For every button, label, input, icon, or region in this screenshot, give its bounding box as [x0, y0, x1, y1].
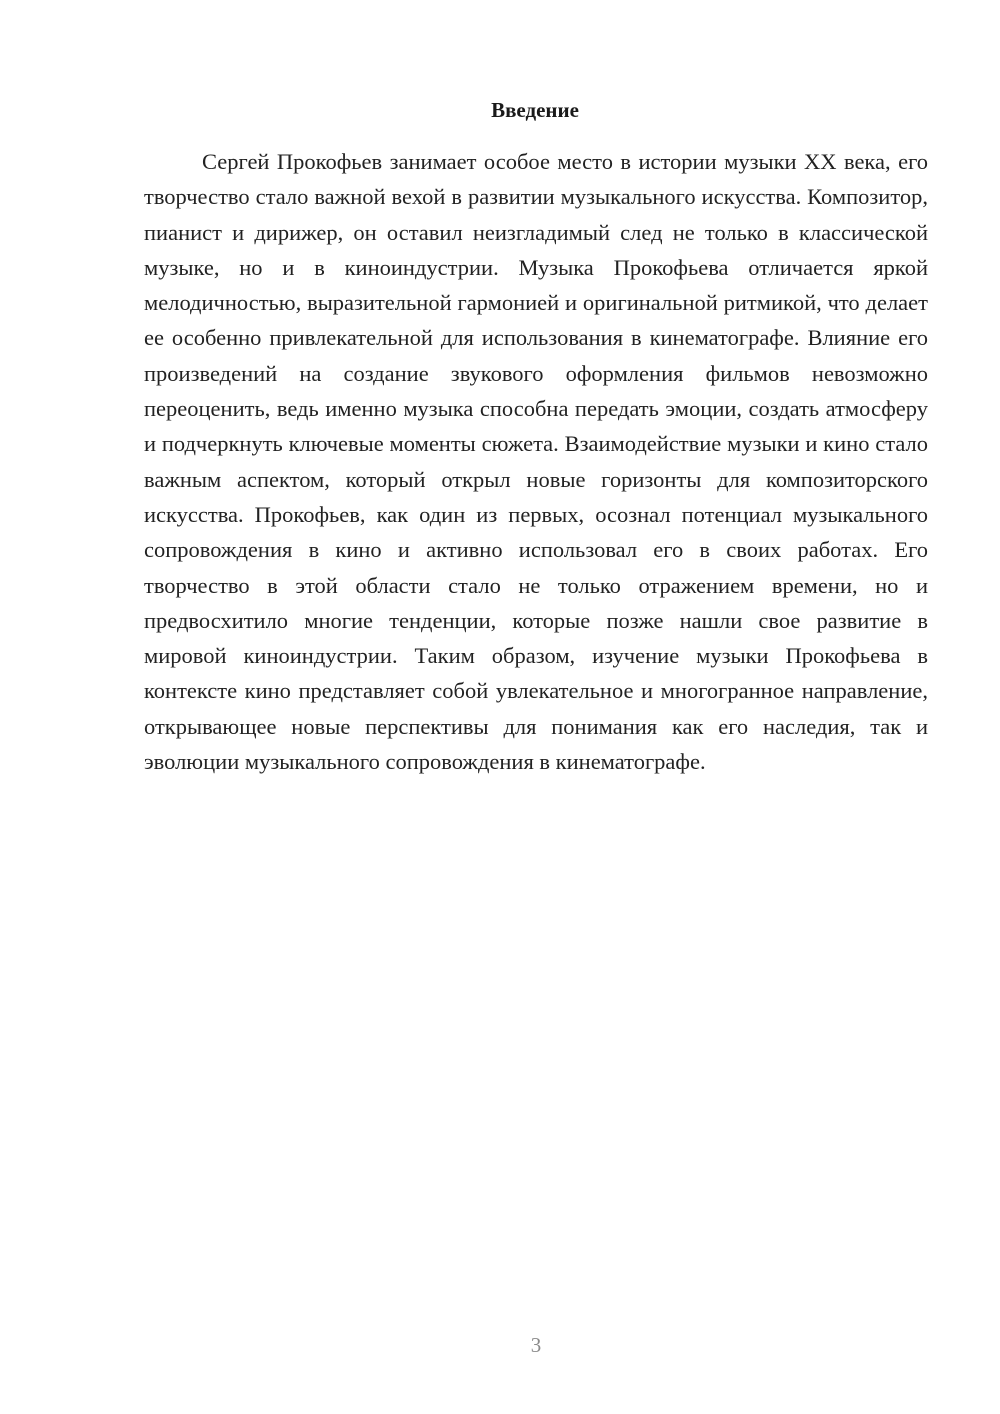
body-paragraph: Сергей Прокофьев занимает особое место в истории музыки XX века, его творчество стало важной вехой в развитии музыкального искусства. Композитор, пианист и дирижер, он оставил неизгладимый след не только в классической музыке, но и в киноиндустрии. Музыка Прокофьева отличается яркой мелодичностью, выразительной гармонией и оригинальной ритмикой, что делает ее особенно привлекательной для использования в кинематографе. Влияние его произведений на создание звукового оформления фильмов невозможно переоценить, ведь именно музыка способна передать эмоции, создать атмосферу и подчеркнуть ключевые моменты сюжета. Взаимодействие музыки и кино стало важным аспектом, который открыл новые горизонты для композиторского искусства. Прокофьев, как один из первых, осознал потенциал музыкального сопровождения в кино и активно использовал его в своих работах. Его творчество в этой области стало не только отражением времени, но и предвосхитило многие тенденции, которые позже нашли свое развитие в мировой киноиндустрии. Таким образом, изучение музыки Прокофьева в контексте кино представляет собой увлекательное и многогранное направление, открывающее новые перспективы для понимания как его наследия, так и эволюции музыкального сопровождения в кинематографе.: [144, 149, 928, 775]
section-heading: Введение: [491, 98, 579, 122]
page-number: 3: [530, 1333, 542, 1357]
